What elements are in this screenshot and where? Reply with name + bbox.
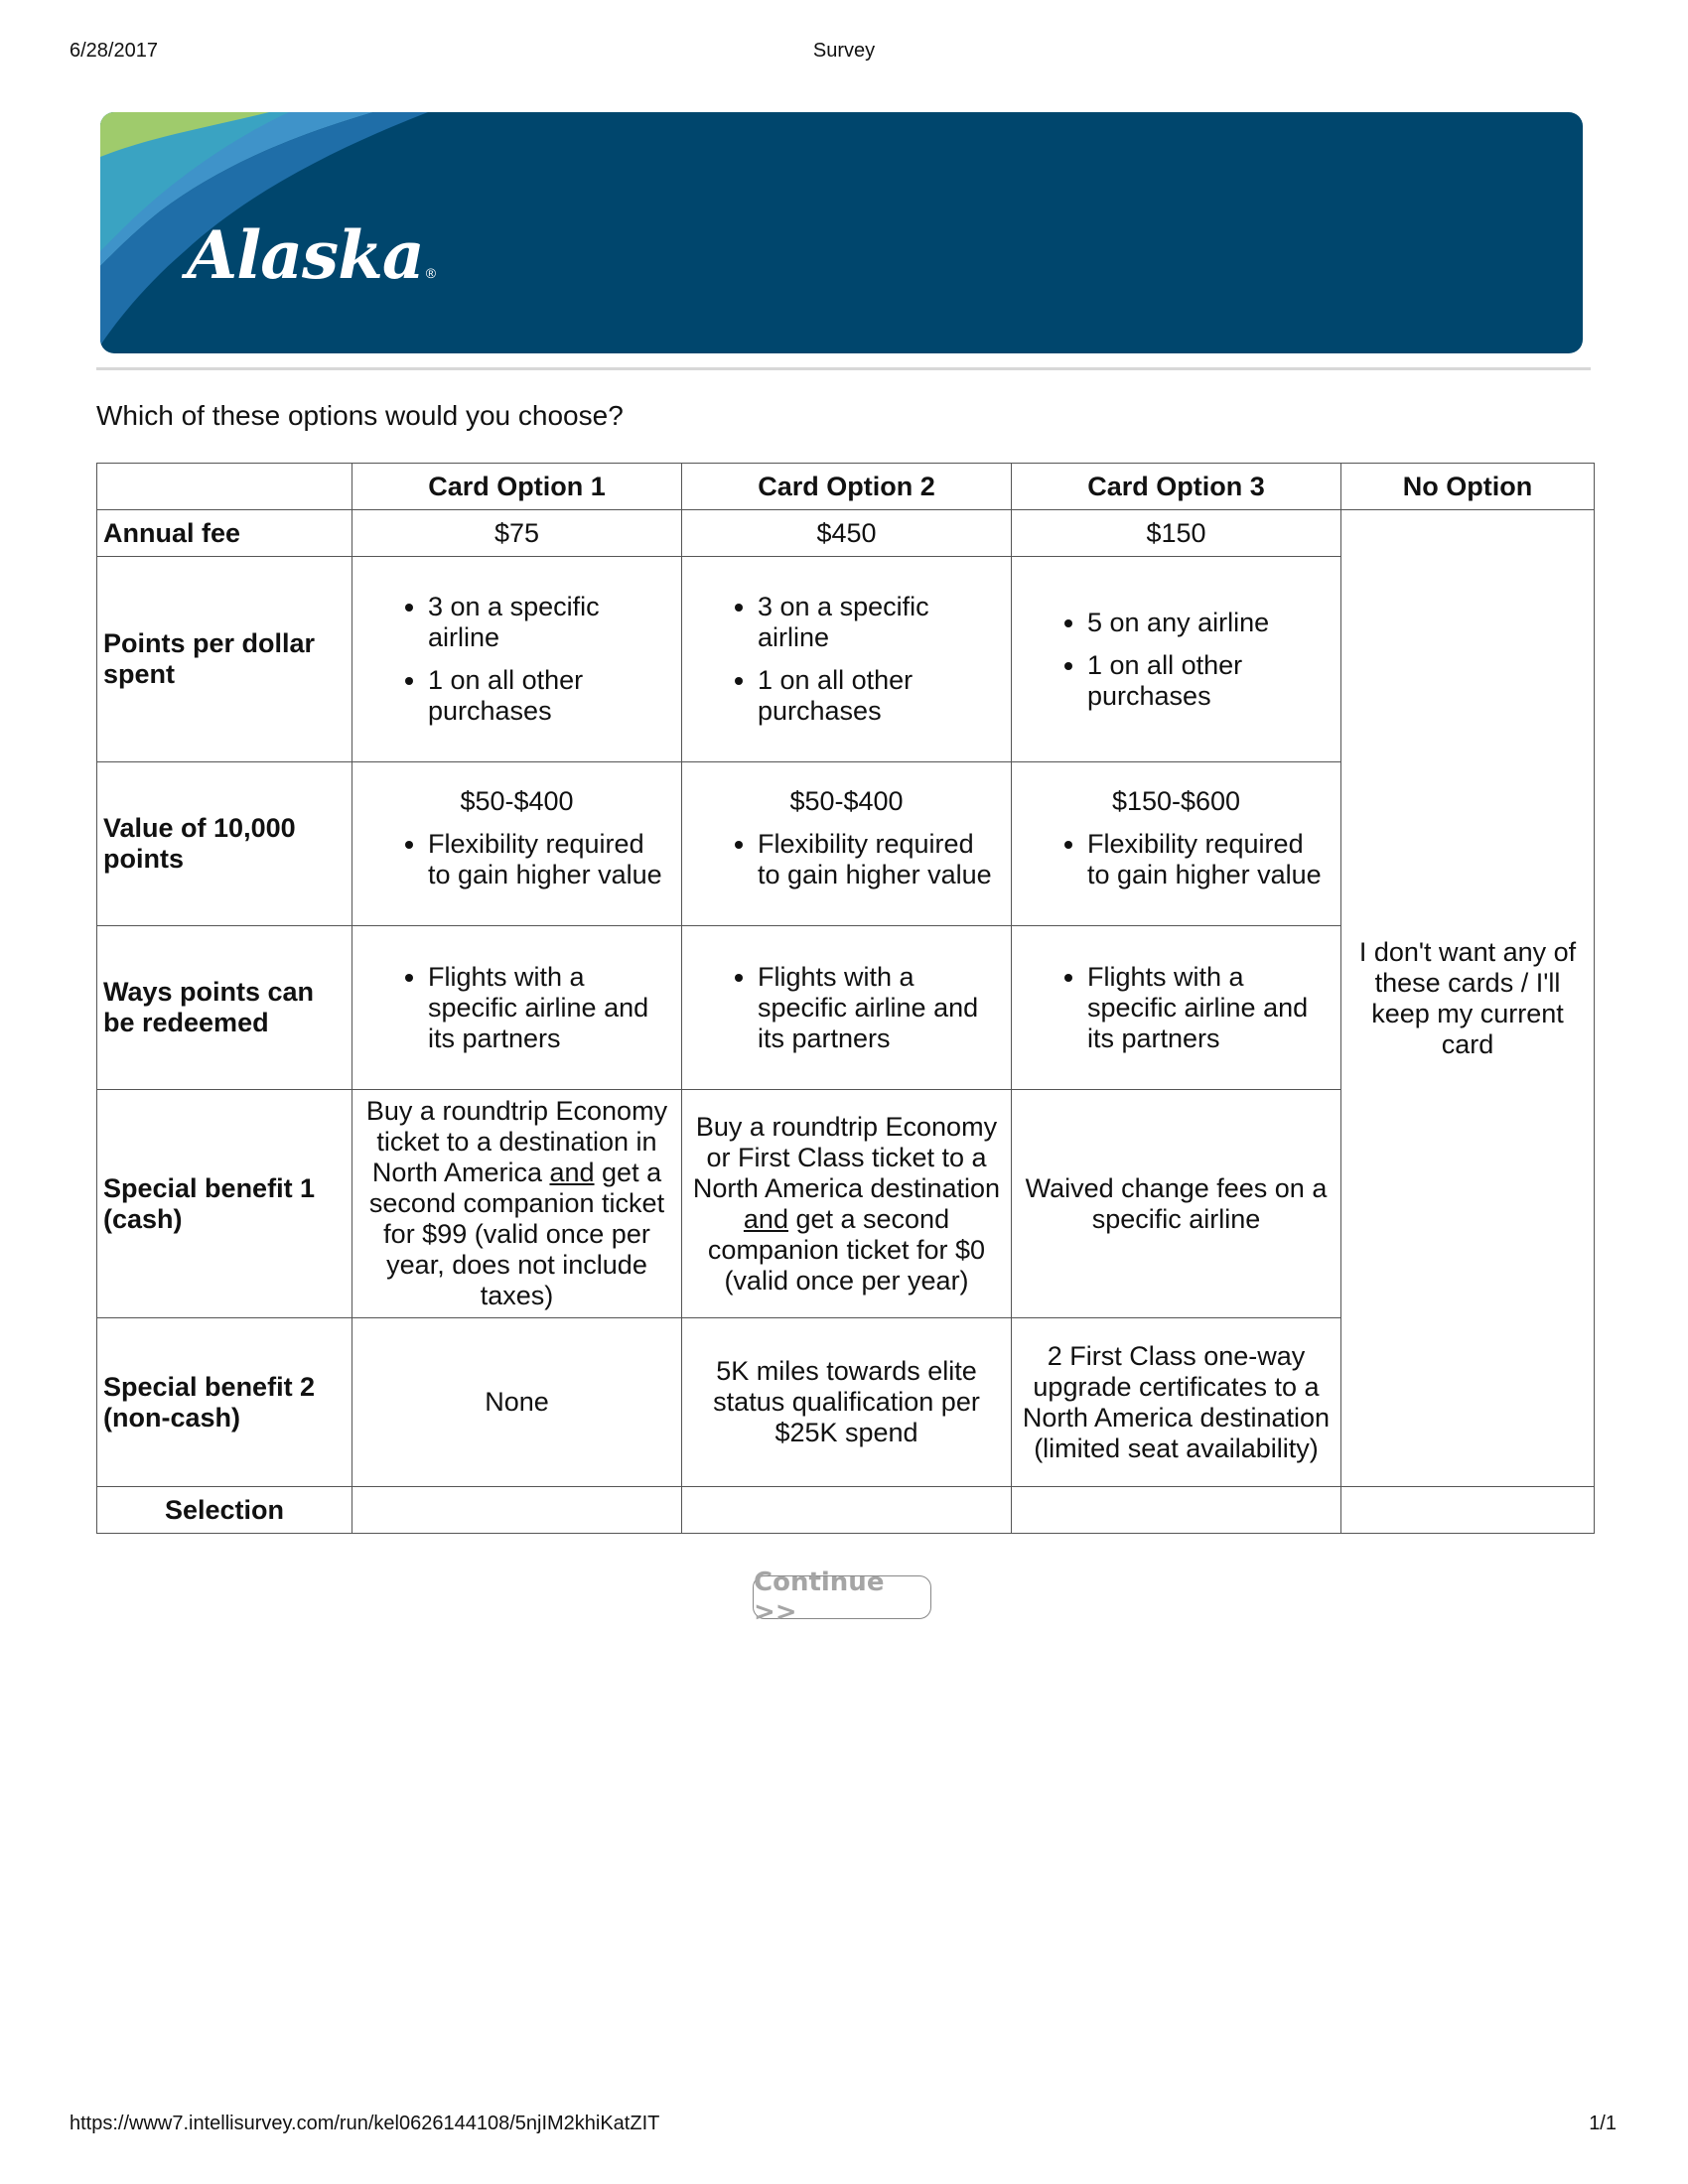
table-cell: Waived change fees on a specific airline xyxy=(1012,1090,1341,1318)
list-item: • Flexibility required to gain higher value xyxy=(428,829,671,890)
table-cell xyxy=(682,762,1012,926)
column-header: Card Option 2 xyxy=(682,464,1012,510)
selection-cell-option-2[interactable] xyxy=(682,1487,1012,1534)
row-label: Value of 10,000 points xyxy=(97,762,352,926)
value-range: $50-$400 xyxy=(460,785,574,816)
row-label: Selection xyxy=(97,1487,352,1534)
row-label: Special benefit 2 (non-cash) xyxy=(97,1318,352,1487)
row-label: Special benefit 1 (cash) xyxy=(97,1090,352,1318)
list-item: • 1 on all other purchases xyxy=(758,665,1001,727)
choice-table xyxy=(96,463,1595,1534)
print-title: Survey xyxy=(812,40,876,62)
continue-button[interactable]: Continue >> xyxy=(753,1575,931,1619)
alaska-logo: Alaska ® xyxy=(187,216,437,294)
selection-cell-no-option[interactable] xyxy=(1341,1487,1595,1534)
list-item: • Flights with a specific airline and its partners xyxy=(1087,962,1331,1054)
table-cell xyxy=(1012,557,1341,762)
table-cell: Buy a roundtrip Economy ticket to a destination in North America and get a second companion ticket for $99 (valid once per year, does not include taxes) xyxy=(352,1090,682,1318)
corner-cell xyxy=(97,464,352,510)
column-header: Card Option 3 xyxy=(1012,464,1341,510)
table-cell: Buy a roundtrip Economy or First Class ticket to a North America destination and get a second companion ticket for $0 (valid once per year) xyxy=(682,1090,1012,1318)
table-cell: $450 xyxy=(682,510,1012,557)
table-cell: $75 xyxy=(352,510,682,557)
selection-row xyxy=(97,1487,1595,1534)
list-item: • Flights with a specific airline and its partners xyxy=(428,962,671,1054)
table-cell xyxy=(682,926,1012,1090)
column-header: Card Option 1 xyxy=(352,464,682,510)
row-label: Points per dollar spent xyxy=(97,557,352,762)
print-header xyxy=(0,40,1688,69)
table-cell: 5K miles towards elite status qualification per $25K spend xyxy=(682,1318,1012,1487)
question-text: Which of these options would you choose? xyxy=(96,400,624,431)
print-page-number: 1/1 xyxy=(1589,2113,1617,2134)
list-item: • 3 on a specific airline xyxy=(428,592,671,653)
table-cell xyxy=(352,762,682,926)
table-cell xyxy=(682,557,1012,762)
list-item: • Flights with a specific airline and its partners xyxy=(758,962,1001,1054)
table-cell xyxy=(352,557,682,762)
table-cell: $150 xyxy=(1012,510,1341,557)
table-cell: 2 First Class one-way upgrade certificates to a North America destination (limited seat availability) xyxy=(1012,1318,1341,1487)
header-divider xyxy=(96,367,1591,370)
header-row xyxy=(97,464,1595,510)
print-url: https://www7.intellisurvey.com/run/kel0626144108/5njIM2khiKatZIT xyxy=(70,2113,660,2134)
value-range: $50-$400 xyxy=(789,785,904,816)
table-cell xyxy=(1012,926,1341,1090)
list-item: • Flexibility required to gain higher value xyxy=(758,829,1001,890)
selection-cell-option-1[interactable] xyxy=(352,1487,682,1534)
value-range: $150-$600 xyxy=(1111,785,1241,816)
column-header: No Option xyxy=(1341,464,1595,510)
list-item: • 1 on all other purchases xyxy=(1087,650,1331,712)
table-cell: None xyxy=(352,1318,682,1487)
row-label: Ways points can be redeemed xyxy=(97,926,352,1090)
list-item: • Flexibility required to gain higher value xyxy=(1087,829,1331,890)
no-option-cell: I don't want any of these cards / I'll keep my current card xyxy=(1341,510,1595,1487)
table-cell xyxy=(352,926,682,1090)
print-date: 6/28/2017 xyxy=(70,40,158,62)
table-row xyxy=(97,510,1595,557)
row-label: Annual fee xyxy=(97,510,352,557)
list-item: • 3 on a specific airline xyxy=(758,592,1001,653)
list-item: • 1 on all other purchases xyxy=(428,665,671,727)
list-item: • 5 on any airline xyxy=(1087,608,1331,638)
selection-cell-option-3[interactable] xyxy=(1012,1487,1341,1534)
table-cell xyxy=(1012,762,1341,926)
